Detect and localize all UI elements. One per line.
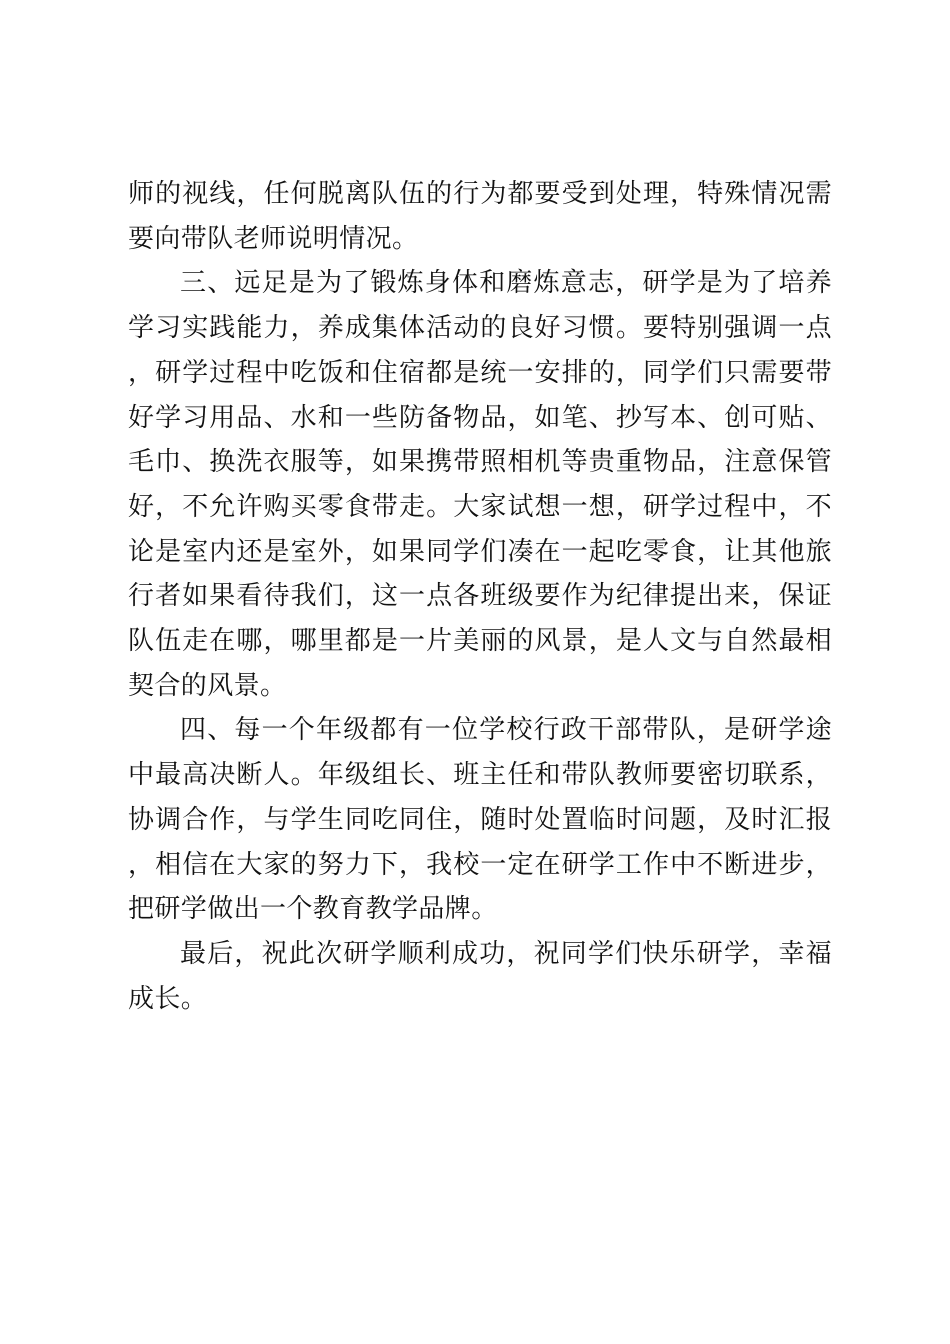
paragraph-continuation: 师的视线，任何脱离队伍的行为都要受到处理，特殊情况需要向带队老师说明情况。: [128, 179, 832, 254]
paragraph-closing: 最后，祝此次研学顺利成功，祝同学们快乐研学，幸福成长。: [128, 938, 832, 1014]
paragraph-point-three: 三、远足是为了锻炼身体和磨炼意志，研学是为了培养学习实践能力，养成集体活动的良好习惯。要特别强调一点，研学过程中吃饭和住宿都是统一安排的，同学们只需要带好学习用品、水和一些防备物品，如笔、抄写本、创可贴、毛巾、换洗衣服等，如果携带照相机等贵重物品，注意保管好，不允许购买零食带走。大家试想一想，研学过程中，不论是室内还是室外，如果同学们凑在一起吃零食，让其他旅行者如果看待我们，这一点各班级要作为纪律提出来，保证队伍走在哪，哪里都是一片美丽的风景，是人文与自然最相契合的风景。: [128, 268, 832, 701]
paragraph-point-four: 四、每一个年级都有一位学校行政干部带队，是研学途中最高决断人。年级组长、班主任和带队教师要密切联系，协调合作，与学生同吃同住，随时处置临时问题，及时汇报，相信在大家的努力下，我校一定在研学工作中不断进步，把研学做出一个教育教学品牌。: [128, 715, 832, 925]
document-body: [128, 172, 832, 1021]
